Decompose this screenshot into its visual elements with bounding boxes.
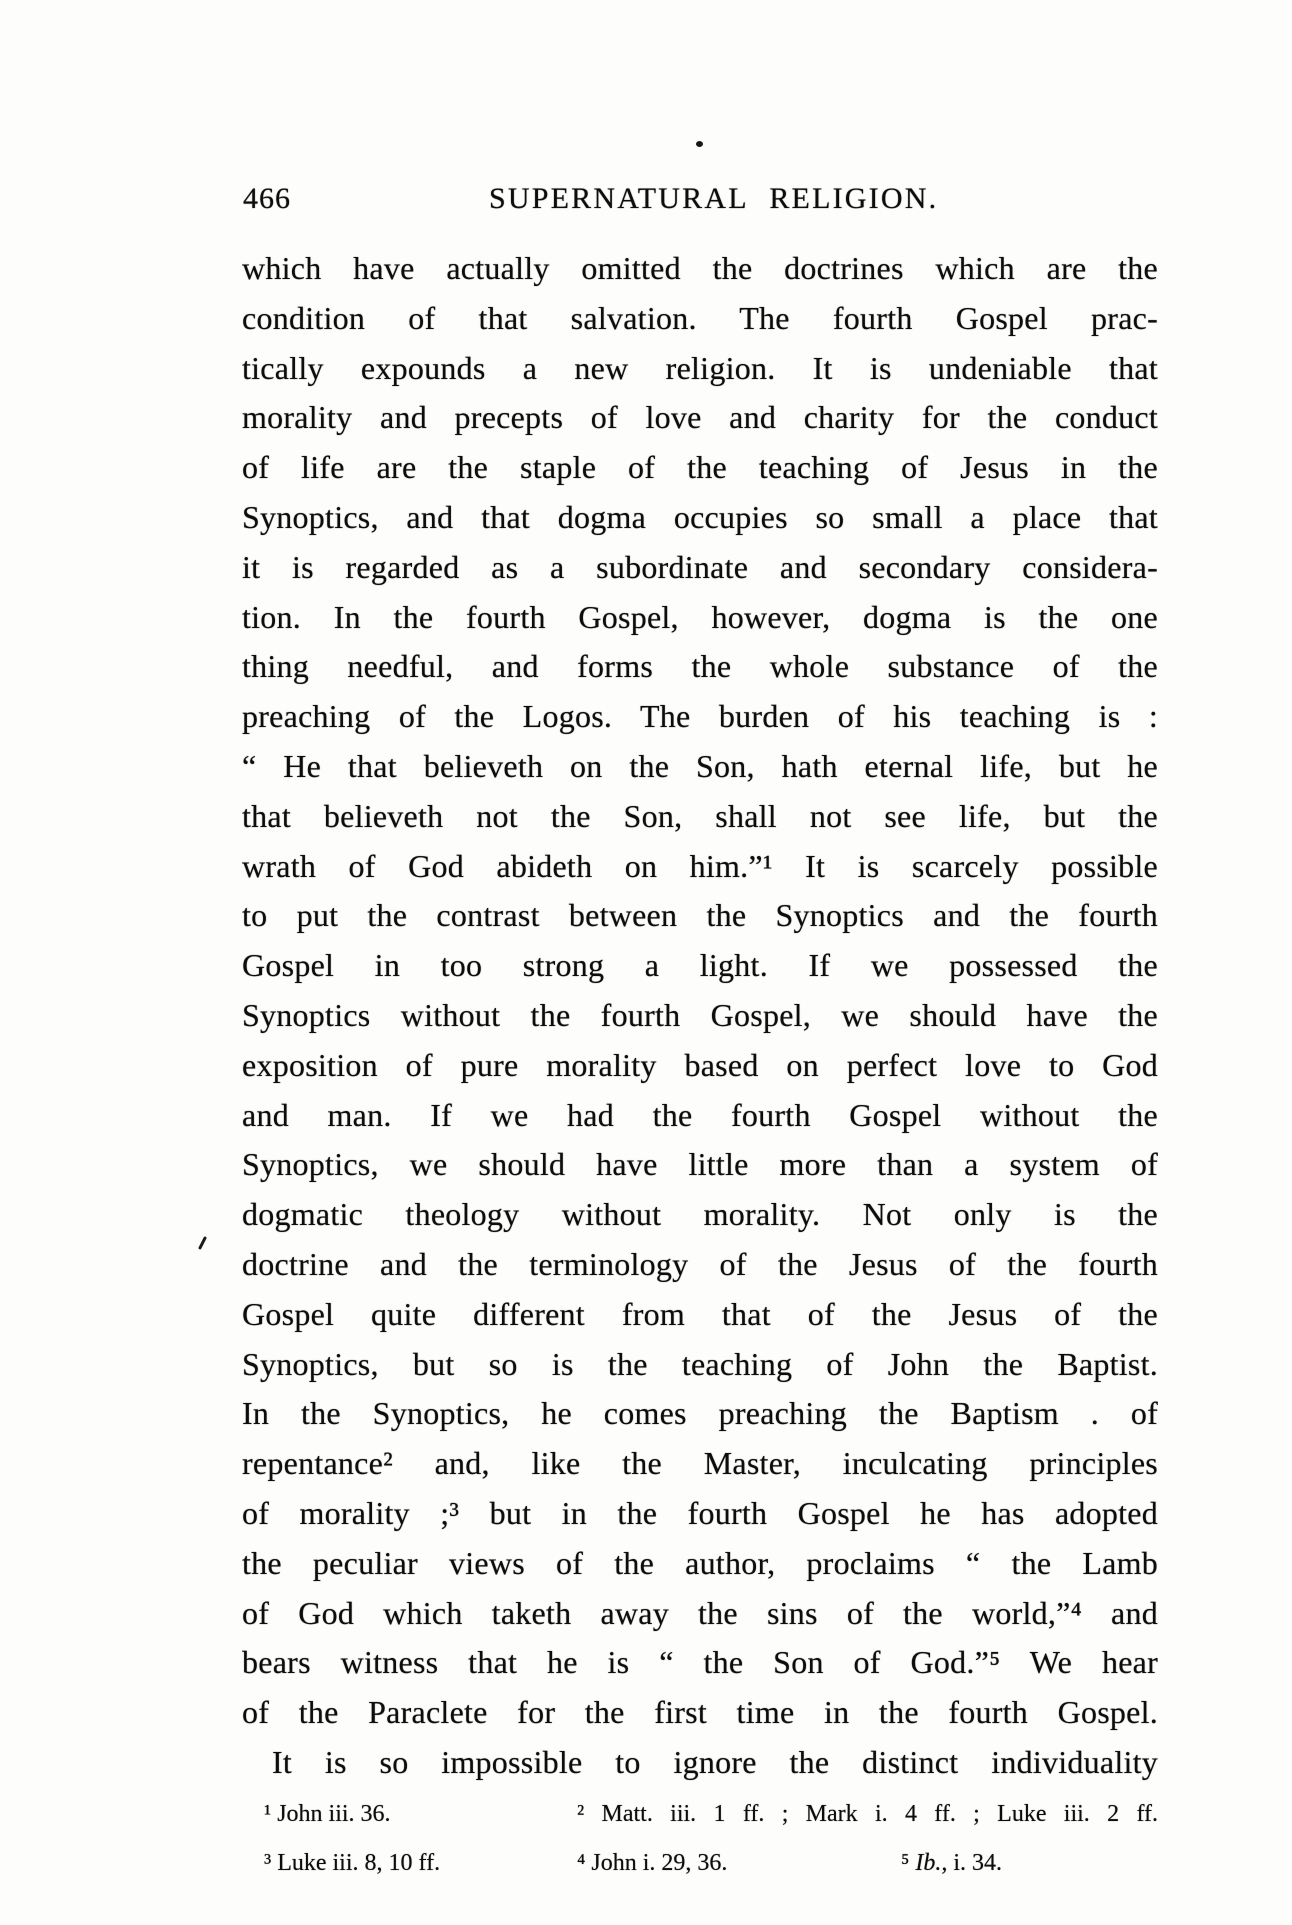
footnote-row-2: [242, 1839, 1158, 1888]
body-line: of morality ;³ but in the fourth Gospel he has adopted: [242, 1494, 1158, 1531]
footnote-3: ³ Luke iii. 8, 10 ff.: [264, 1850, 441, 1876]
body-line: of the Paraclete for the first time in the fourth Gospel.: [242, 1694, 1158, 1731]
footnote-1: ¹ John iii. 36.: [264, 1801, 391, 1827]
body-line: doctrine and the terminology of the Jesus of the fourth: [242, 1245, 1158, 1282]
body-text: [242, 244, 1158, 1788]
body-line: Gospel in too strong a light. If we possessed the: [242, 947, 1158, 984]
footnote-5: [901, 1839, 1158, 1888]
footnotes: [242, 1790, 1158, 1888]
body-line: dogmatic theology without morality. Not only is the: [242, 1196, 1158, 1233]
scan-speck-icon: [696, 141, 703, 147]
body-line: the peculiar views of the author, proclaims “ the Lamb: [242, 1544, 1158, 1581]
body-line: morality and precepts of love and charity for the conduct: [242, 399, 1158, 436]
scan-mark-icon: [198, 1236, 207, 1250]
footnote-5-rest: i. 34.: [947, 1850, 1003, 1876]
body-line: wrath of God abideth on him.”¹ It is scarcely possible: [242, 847, 1158, 884]
body-line-paragraph-start: It is so impossible to ignore the distinct individuality: [272, 1743, 1158, 1780]
body-line: Synoptics without the fourth Gospel, we should have the: [242, 996, 1158, 1033]
body-line: bears witness that he is “ the Son of God.”⁵ We hear: [242, 1644, 1158, 1681]
body-line: it is regarded as a subordinate and secondary considera-: [242, 548, 1158, 585]
footnote-row-1: [242, 1790, 1158, 1839]
body-line: to put the contrast between the Synoptics and the fourth: [242, 897, 1158, 934]
body-line: repentance² and, like the Master, inculcating principles: [242, 1445, 1158, 1482]
footnote-2: ² Matt. iii. 1 ff. ; Mark i. 4 ff. ; Luke iii. 2 ff.: [577, 1801, 1158, 1827]
body-line: and man. If we had the fourth Gospel without the: [242, 1096, 1158, 1133]
page-number: 466: [243, 182, 291, 215]
running-title: SUPERNATURAL RELIGION.: [489, 182, 939, 215]
body-line: Synoptics, we should have little more than a system of: [242, 1146, 1158, 1183]
footnote-5-marker: ⁵: [901, 1850, 916, 1876]
body-line: “ He that believeth on the Son, hath eternal life, but he: [242, 747, 1158, 784]
body-line: tically expounds a new religion. It is undeniable that: [242, 349, 1158, 386]
body-line: Synoptics, but so is the teaching of John the Baptist.: [242, 1345, 1158, 1382]
body-line: of God which taketh away the sins of the world,”⁴ and: [242, 1594, 1158, 1631]
body-line: preaching of the Logos. The burden of his teaching is :: [242, 698, 1158, 735]
footnote-5-italic: Ib.,: [915, 1850, 948, 1876]
footnote-4: ⁴ John i. 29, 36.: [577, 1850, 728, 1876]
body-line: tion. In the fourth Gospel, however, dogma is the one: [242, 598, 1158, 635]
body-line: exposition of pure morality based on perfect love to God: [242, 1046, 1158, 1083]
body-line: Synoptics, and that dogma occupies so small a place that: [242, 498, 1158, 535]
body-line: In the Synoptics, he comes preaching the Baptism . of: [242, 1395, 1158, 1432]
body-line: of life are the staple of the teaching of Jesus in the: [242, 449, 1158, 486]
body-line: thing needful, and forms the whole substance of the: [242, 648, 1158, 685]
body-line: which have actually omitted the doctrines which are the: [242, 250, 1158, 286]
body-line: that believeth not the Son, shall not see life, but the: [242, 797, 1158, 834]
body-line: Gospel quite different from that of the Jesus of the: [242, 1295, 1158, 1332]
body-line: condition of that salvation. The fourth Gospel prac-: [242, 299, 1158, 336]
